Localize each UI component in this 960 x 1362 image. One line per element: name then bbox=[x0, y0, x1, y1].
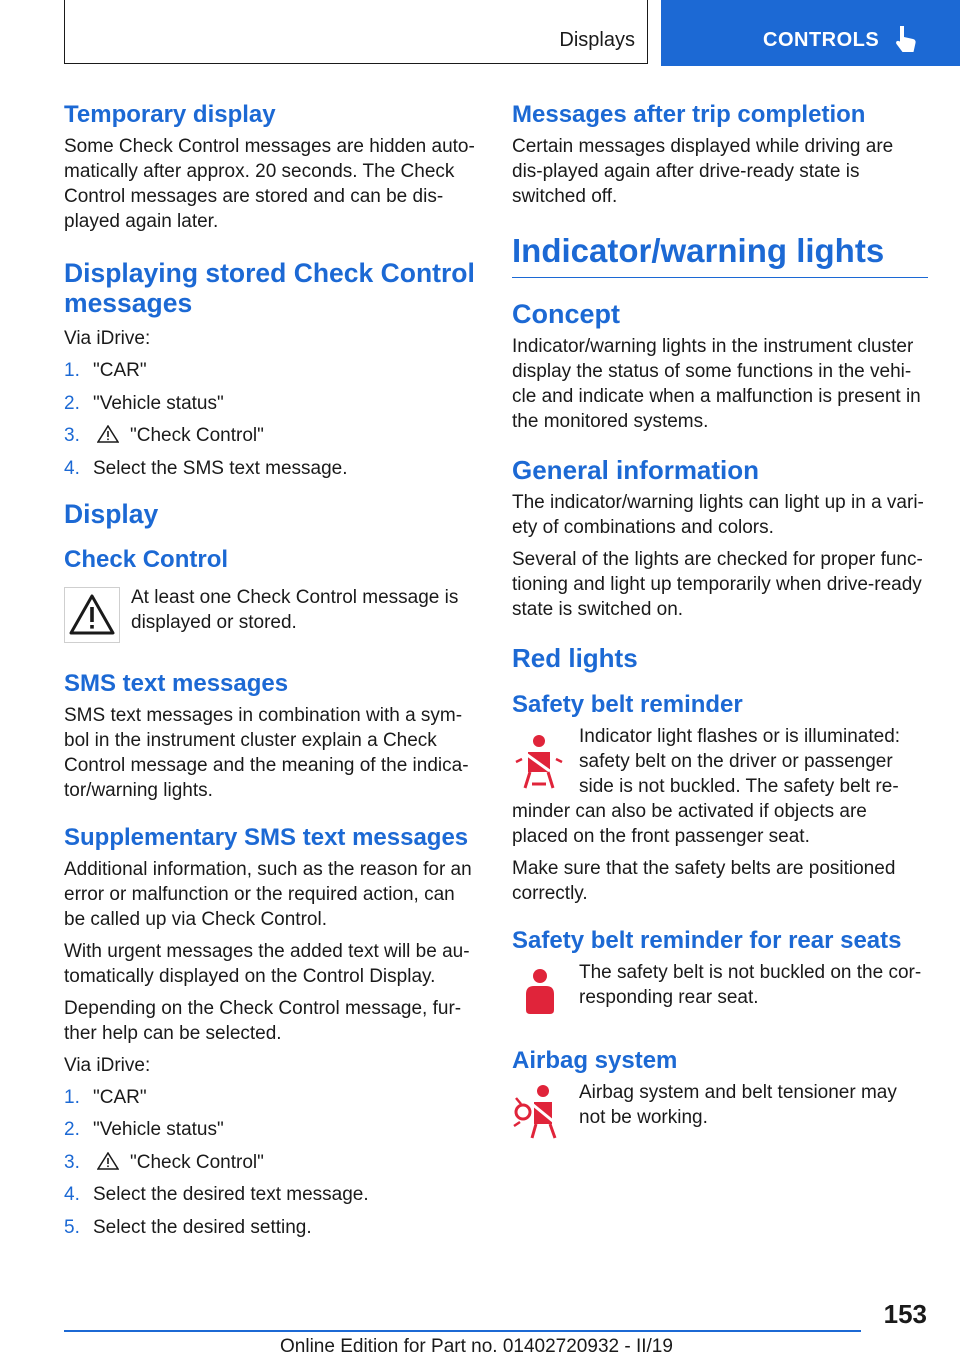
concept-heading: Concept bbox=[512, 299, 620, 329]
list-item: 3. "Check Control" bbox=[64, 1151, 264, 1173]
stored-steps-list bbox=[64, 358, 480, 481]
check-control-text: At least one Check Control message is displayed or stored. bbox=[131, 586, 459, 633]
warning-triangle-icon bbox=[97, 425, 119, 443]
stored-messages-heading: Displaying stored Check Control messages bbox=[64, 258, 475, 318]
supplementary-via-text: Via iDrive: bbox=[64, 1054, 151, 1076]
list-item: 4. Select the desired text message. bbox=[64, 1184, 369, 1205]
safety-belt-row bbox=[512, 724, 928, 799]
check-control-row bbox=[64, 585, 480, 649]
stored-via-text: Via iDrive: bbox=[64, 328, 151, 349]
safety-belt-text-2: Make sure that the safety belts are positioned correctly. bbox=[512, 858, 896, 904]
edition-text: Online Edition for Part no. 01402720932 - II/19 bbox=[280, 1336, 673, 1357]
check-control-heading: Check Control bbox=[64, 545, 229, 573]
pointing-hand-icon bbox=[893, 24, 917, 54]
general-text-2: Several of the lights are checked for proper func-tioning and light up temporarily when drive-ready state is switched on. bbox=[512, 549, 923, 620]
supplementary-text-1: Additional information, such as the reason for an error or malfunction or the required action, can be called up via Check Control. bbox=[64, 858, 472, 930]
safety-belt-text-cont: minder can also be activated if objects are placed on the front passenger seat. bbox=[512, 801, 867, 847]
rear-belt-text: The safety belt is not buckled on the cor-responding rear seat. bbox=[579, 962, 922, 1008]
sms-text: SMS text messages in combination with a sym-bol in the instrument cluster explain a Check Control message and the meaning of the indica-tor/warning lights. bbox=[64, 704, 469, 801]
list-item: 2. "Vehicle status" bbox=[64, 1119, 224, 1140]
safety-belt-heading: Safety belt reminder bbox=[512, 691, 743, 718]
airbag-text: Airbag system and belt tensioner may not be working. bbox=[579, 1082, 897, 1128]
red-lights-heading: Red lights bbox=[512, 643, 638, 673]
supplementary-text-3: Depending on the Check Control message, fur-ther help can be selected. bbox=[64, 997, 462, 1044]
right-column bbox=[512, 100, 928, 1152]
chapter-tab[interactable] bbox=[661, 0, 960, 66]
supplementary-sms-heading: Supplementary SMS text messages bbox=[64, 823, 469, 851]
trip-completion-text: Certain messages displayed while driving are dis-played again after drive-ready state is switched off. bbox=[512, 136, 894, 207]
page-number: 153 bbox=[883, 1299, 927, 1329]
seatbelt-warning-icon bbox=[512, 732, 568, 792]
temporary-display-text: Some Check Control messages are hidden auto-matically after approx. 20 seconds. The Check Control messages are stored and can be dis-played again later. bbox=[64, 136, 475, 232]
general-text-1: The indicator/warning lights can light up in a vari-ety of combinations and colors. bbox=[512, 492, 924, 538]
warning-triangle-icon bbox=[97, 1152, 119, 1170]
safety-belt-text: Indicator light flashes or is illuminated: safety belt on the driver or passenger side is not buckled. The safety belt re- bbox=[579, 726, 901, 797]
footer-divider bbox=[64, 1330, 861, 1332]
warning-triangle-icon bbox=[64, 587, 120, 643]
section-title: Displays bbox=[559, 29, 635, 51]
trip-completion-heading: Messages after trip completion bbox=[512, 101, 866, 128]
sms-heading: SMS text messages bbox=[64, 669, 289, 697]
airbag-warning-icon bbox=[512, 1082, 568, 1142]
list-item: 1. "CAR" bbox=[64, 1086, 147, 1108]
list-item: 5. Select the desired setting. bbox=[64, 1216, 312, 1238]
concept-text: Indicator/warning lights in the instrument cluster display the status of some functions in the vehi-cle and indicate when a malfunction is present in the monitored systems. bbox=[512, 336, 921, 432]
airbag-row bbox=[512, 1080, 928, 1144]
chapter-title: CONTROLS bbox=[763, 29, 880, 51]
rear-belt-row bbox=[512, 960, 928, 1024]
rear-belt-heading: Safety belt reminder for rear seats bbox=[512, 927, 902, 954]
left-column bbox=[64, 100, 480, 1250]
list-item: 4. Select the SMS text message. bbox=[64, 457, 348, 479]
display-heading: Display bbox=[64, 498, 159, 529]
airbag-heading: Airbag system bbox=[512, 1047, 678, 1074]
supplementary-text-2: With urgent messages the added text will be au-tomatically displayed on the Control Display. bbox=[64, 940, 470, 987]
supplementary-steps-list bbox=[64, 1085, 480, 1240]
list-item: 3. "Check Control" bbox=[64, 425, 264, 446]
header-section-box bbox=[64, 0, 648, 64]
list-item: 2. "Vehicle status" bbox=[64, 392, 224, 414]
list-item: 1. "CAR" bbox=[64, 360, 147, 381]
rear-seatbelt-icon bbox=[512, 964, 568, 1024]
temporary-display-heading: Temporary display bbox=[64, 101, 276, 128]
general-information-heading: General information bbox=[512, 455, 760, 485]
indicator-warning-title: Indicator/warning lights bbox=[512, 231, 928, 278]
